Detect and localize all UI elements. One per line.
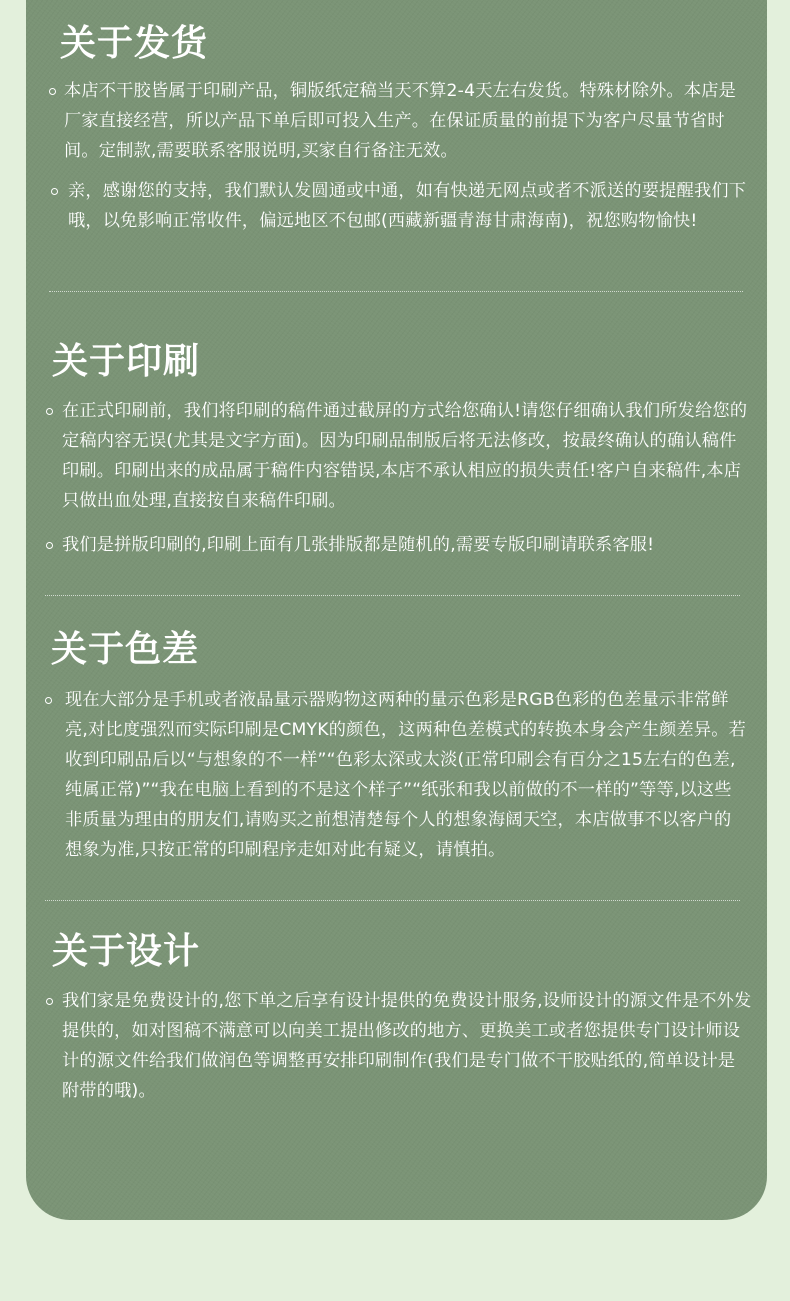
section-divider (45, 595, 740, 596)
section-item: 现在大部分是手机或者液晶量示器购物这两种的量示色彩是RGB色彩的色差量示非常鲜亮,对比度强烈而实际印刷是CMYK的颜色，这两种色差模式的转换本身会产生颜差异。若收到印刷品后以“与想象的不一样”“色彩太深或太淡(正常印刷会有百分之15左右的色差,纯属正常)”“我在电脑上看到的不是这个样子”“纸张和我以前做的不一样的”等等,以这些非质量为理由的朋友们,请购买之前想清楚每个人的想象海阔天空，本店做事不以客户的想象为准,只按正常的印刷程序走如对此有疑义，请慎拍。 (65, 690, 747, 860)
section-divider (49, 291, 743, 292)
bullet-icon (46, 408, 53, 415)
bullet-icon (46, 542, 53, 549)
section-item: 我们家是免费设计的,您下单之后享有设计提供的免费设计服务,设师设计的源文件是不外发提供的，如对图稿不满意可以向美工提出修改的地方、更换美工或者您提供专门设计师设计的源文件给我们做润色等调整再安排印刷制作(我们是专门做不干胶贴纸的,简单设计是附带的哦)。 (62, 991, 752, 1101)
info-card (26, 0, 767, 1220)
section-item: 本店不干胶皆属于印刷产品，铜版纸定稿当天不算2-4天左右发货。特殊材除外。本店是厂家直接经营，所以产品下单后即可投入生产。在保证质量的前提下为客户尽量节省时间。定制款,需要联系客服说明,买家自行备注无效。 (64, 81, 737, 161)
section-item: 在正式印刷前，我们将印刷的稿件通过截屏的方式给您确认!请您仔细确认我们所发给您的定稿内容无误(尤其是文字方面)。因为印刷品制版后将无法修改，按最终确认的确认稿件印刷。印刷出来的成品属于稿件内容错误,本店不承认相应的损失责任!客户自来稿件,本店只做出血处理,直接按自来稿件印刷。 (62, 401, 748, 511)
bullet-icon (49, 88, 56, 95)
bullet-icon (45, 697, 52, 704)
section-divider (45, 900, 740, 901)
section-title: 关于设计 (52, 931, 201, 972)
section-title: 关于色差 (51, 629, 200, 670)
section-title: 关于印刷 (52, 341, 201, 382)
bullet-icon (51, 188, 58, 195)
bullet-icon (46, 998, 53, 1005)
section-item: 亲，感谢您的支持，我们默认发圆通或中通，如有快递无网点或者不派送的要提醒我们下哦，以免影响正常收件，偏远地区不包邮(西藏新疆青海甘肃海南)，祝您购物愉快! (68, 181, 747, 231)
section-title: 关于发货 (60, 23, 209, 64)
section-item: 我们是拼版印刷的,印刷上面有几张排版都是随机的,需要专版印刷请联系客服! (62, 535, 655, 555)
